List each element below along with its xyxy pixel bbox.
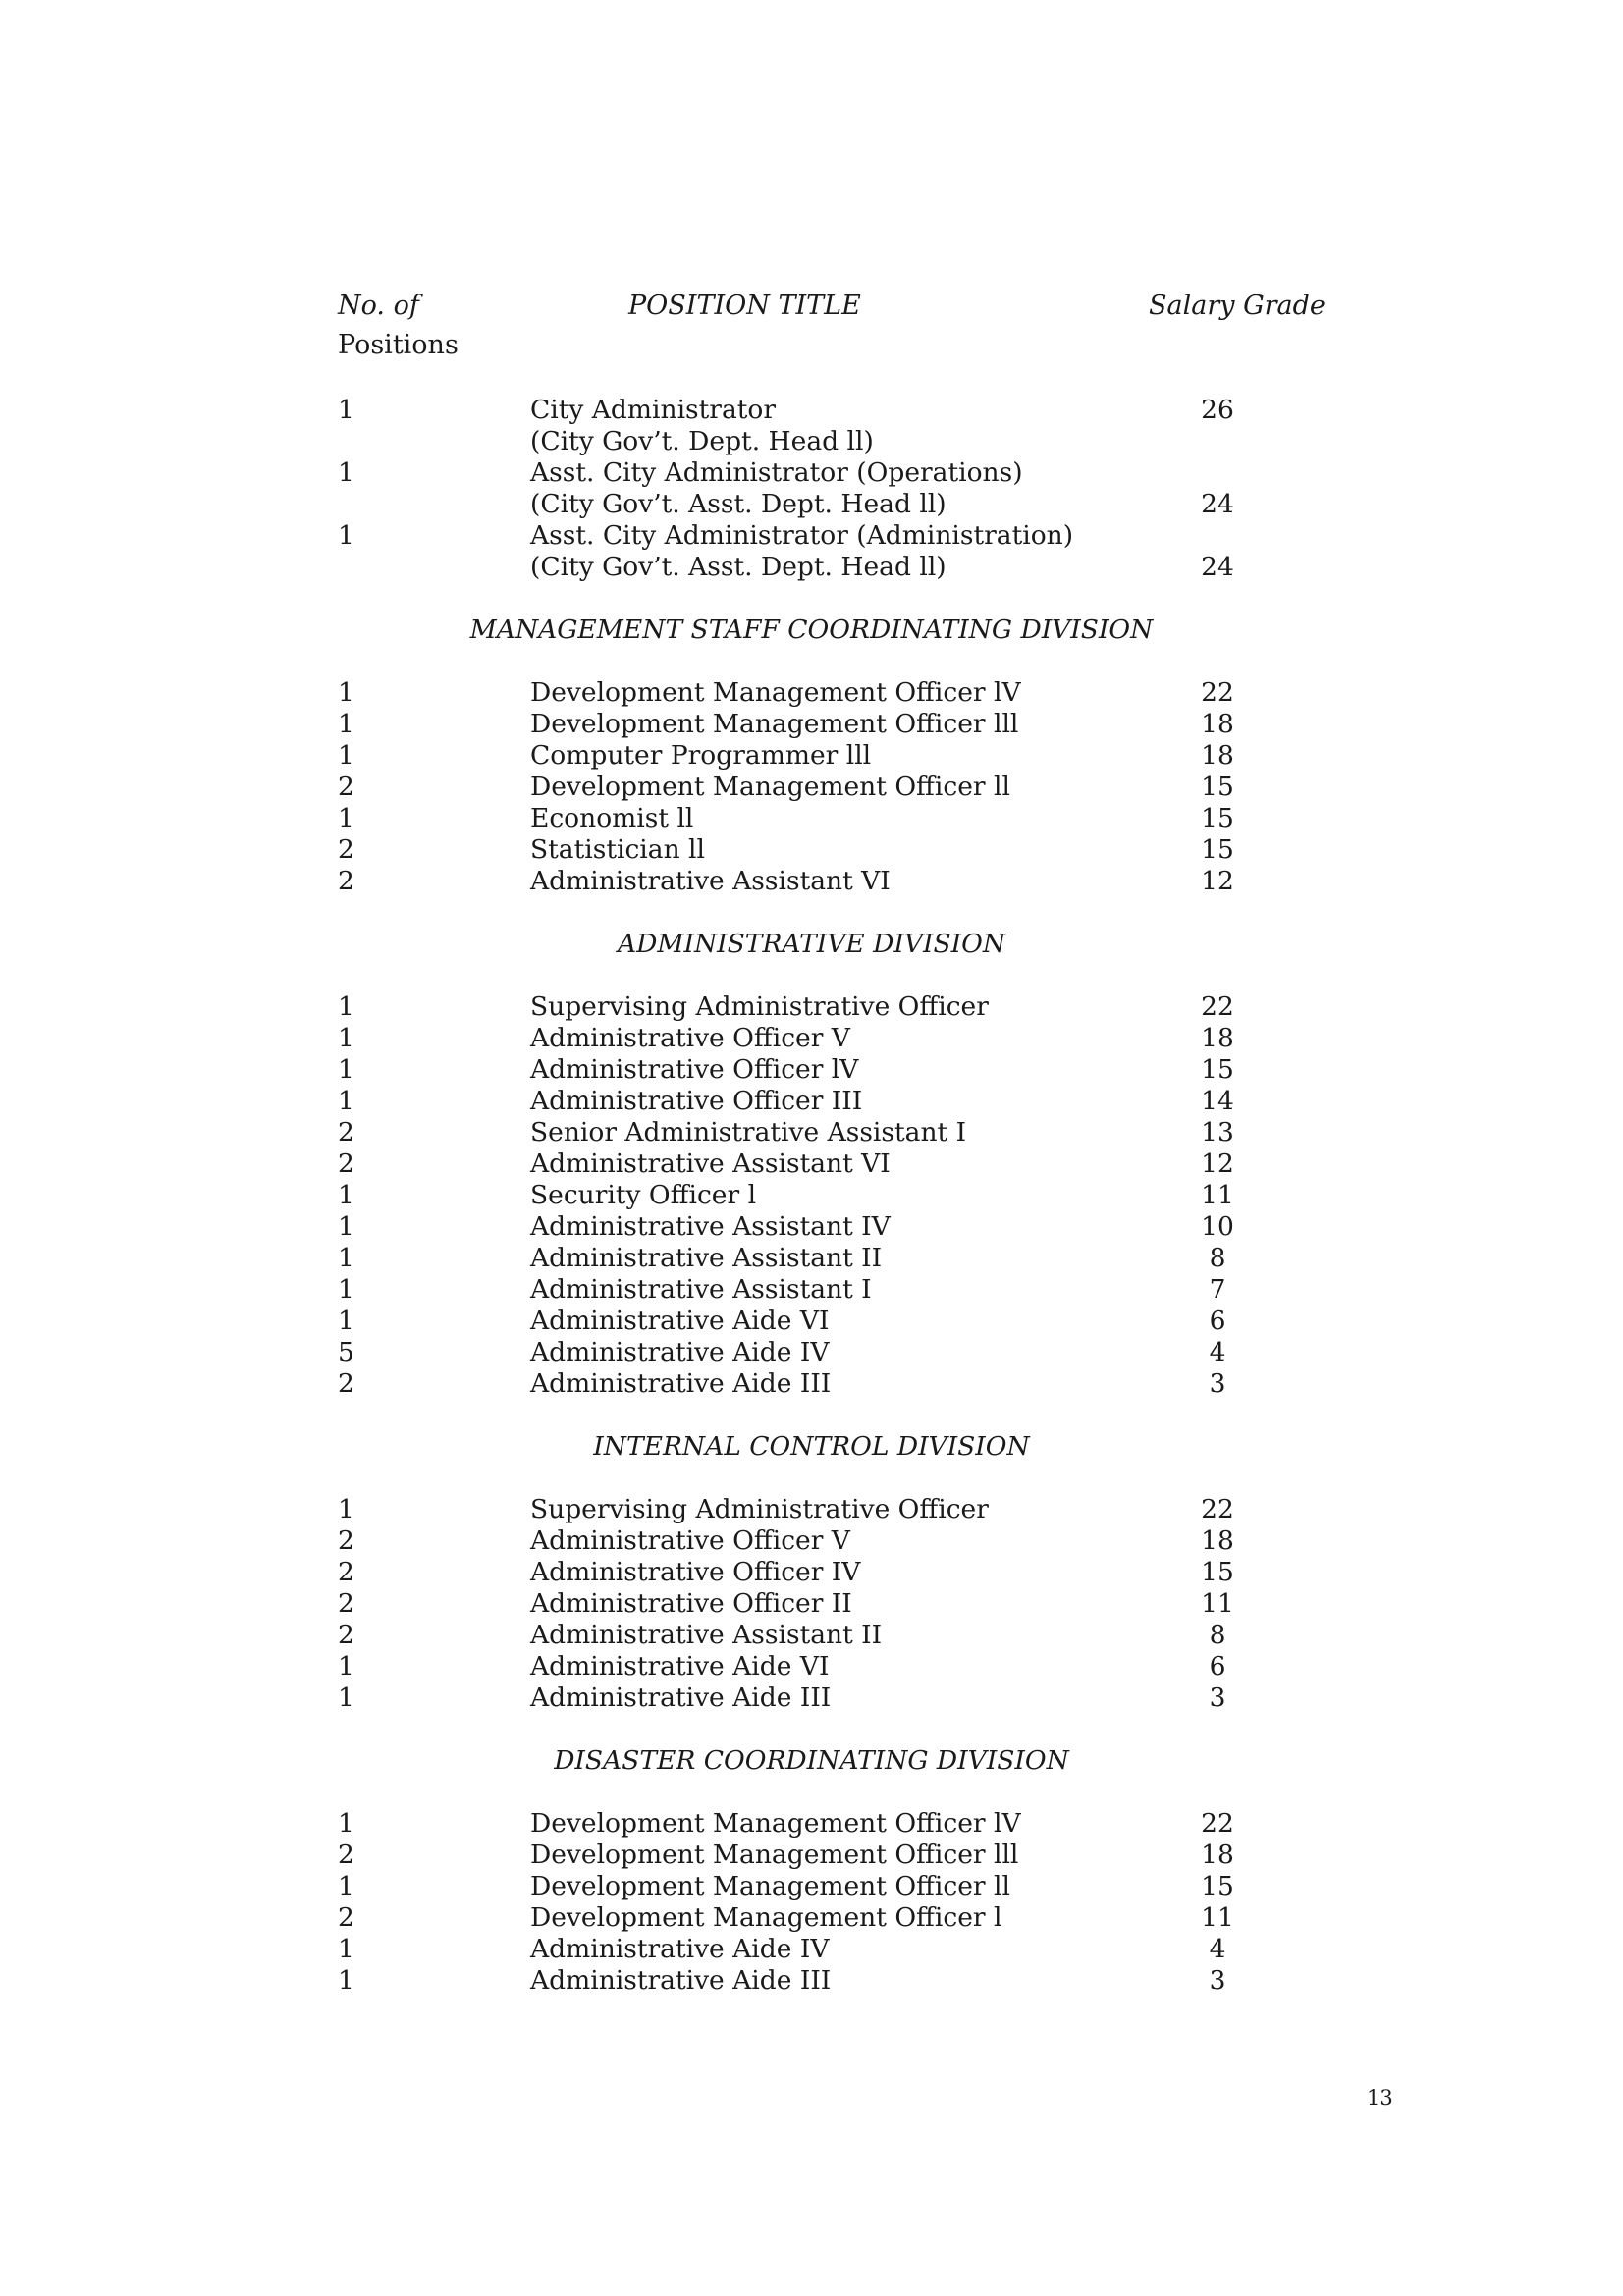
section-heading: ADMINISTRATIVE DIVISION <box>617 929 1005 959</box>
position-title: Senior Administrative Assistant I <box>530 1117 967 1148</box>
position-count: 2 <box>338 1117 354 1148</box>
position-title: Administrative Assistant VI <box>530 866 891 896</box>
table-row <box>0 1243 1623 1274</box>
salary-grade: 18 <box>1201 740 1234 771</box>
position-count: 2 <box>338 1588 354 1619</box>
position-count: 1 <box>338 1871 354 1901</box>
salary-grade: 22 <box>1201 991 1234 1022</box>
salary-grade: 22 <box>1201 1494 1234 1524</box>
table-row <box>0 426 1623 457</box>
position-title: Administrative Aide VI <box>530 1306 830 1336</box>
position-title: Statistician ll <box>530 834 706 865</box>
position-count: 2 <box>338 1525 354 1556</box>
position-count: 1 <box>338 457 354 488</box>
position-count: 1 <box>338 1494 354 1524</box>
table-row <box>0 1023 1623 1054</box>
position-title: Asst. City Administrator (Administration) <box>530 520 1074 551</box>
position-title: Administrative Assistant IV <box>530 1211 891 1242</box>
table-row <box>0 803 1623 834</box>
position-title: Asst. City Administrator (Operations) <box>530 457 1023 488</box>
position-count: 2 <box>338 834 354 865</box>
table-row <box>0 1337 1623 1368</box>
position-title: Computer Programmer lll <box>530 740 872 771</box>
salary-grade: 4 <box>1209 1934 1226 1964</box>
table-row <box>0 1211 1623 1243</box>
position-count: 1 <box>338 1243 354 1273</box>
position-title: Administrative Officer III <box>530 1086 863 1116</box>
table-row <box>0 1054 1623 1086</box>
position-count: 1 <box>338 1682 354 1713</box>
section-heading: MANAGEMENT STAFF COORDINATING DIVISION <box>469 614 1154 645</box>
table-row <box>0 991 1623 1023</box>
position-count: 2 <box>338 1368 354 1399</box>
table-row <box>0 1682 1623 1714</box>
salary-grade: 13 <box>1201 1117 1234 1148</box>
table-row <box>0 1117 1623 1148</box>
position-count: 1 <box>338 395 354 425</box>
position-count: 1 <box>338 1934 354 1964</box>
table-row <box>0 1808 1623 1840</box>
salary-grade: 6 <box>1209 1651 1226 1682</box>
position-title: Administrative Aide IV <box>530 1337 830 1367</box>
salary-grade: 12 <box>1201 866 1234 896</box>
table-row <box>0 1588 1623 1620</box>
salary-grade: 26 <box>1201 395 1234 425</box>
table-row <box>0 772 1623 803</box>
position-count: 2 <box>338 1620 354 1650</box>
table-row <box>0 520 1623 552</box>
table-row <box>0 709 1623 740</box>
position-count: 2 <box>338 866 354 896</box>
position-count: 2 <box>338 772 354 802</box>
salary-grade: 15 <box>1201 772 1234 802</box>
position-count: 1 <box>338 1808 354 1839</box>
position-title: Administrative Officer lV <box>530 1054 859 1085</box>
salary-grade: 15 <box>1201 1054 1234 1085</box>
salary-grade: 10 <box>1201 1211 1234 1242</box>
position-count: 1 <box>338 1211 354 1242</box>
salary-grade: 8 <box>1209 1620 1226 1650</box>
position-count: 1 <box>338 1086 354 1116</box>
position-count: 1 <box>338 677 354 708</box>
position-count: 1 <box>338 740 354 771</box>
section-heading: INTERNAL CONTROL DIVISION <box>593 1431 1030 1462</box>
position-title: Administrative Aide III <box>530 1965 832 1996</box>
position-title: Administrative Officer IV <box>530 1557 861 1587</box>
page-number: 13 <box>1367 2086 1393 2109</box>
position-count: 1 <box>338 991 354 1022</box>
salary-grade: 18 <box>1201 1840 1234 1870</box>
position-title: Administrative Assistant II <box>530 1620 883 1650</box>
salary-grade: 18 <box>1201 1023 1234 1053</box>
position-title: Administrative Aide VI <box>530 1651 830 1682</box>
table-row <box>0 1148 1623 1180</box>
position-count: 2 <box>338 1840 354 1870</box>
position-count: 1 <box>338 1054 354 1085</box>
salary-grade: 22 <box>1201 677 1234 708</box>
table-row <box>0 1934 1623 1965</box>
table-row <box>0 1086 1623 1117</box>
salary-grade: 15 <box>1201 1557 1234 1587</box>
table-row <box>0 1525 1623 1557</box>
table-row <box>0 740 1623 772</box>
position-title: (City Gov’t. Dept. Head ll) <box>530 426 874 456</box>
salary-grade: 15 <box>1201 834 1234 865</box>
salary-grade: 4 <box>1209 1337 1226 1367</box>
position-title: Administrative Officer V <box>530 1023 850 1053</box>
table-row <box>0 1306 1623 1337</box>
salary-grade: 24 <box>1201 489 1234 519</box>
position-count: 2 <box>338 1557 354 1587</box>
table-row <box>0 1557 1623 1588</box>
position-count: 5 <box>338 1337 354 1367</box>
header-no-of: No. of <box>338 291 419 321</box>
position-title: Administrative Officer II <box>530 1588 852 1619</box>
salary-grade: 8 <box>1209 1243 1226 1273</box>
salary-grade: 6 <box>1209 1306 1226 1336</box>
position-title: Development Management Officer lV <box>530 677 1021 708</box>
position-title: Development Management Officer lll <box>530 709 1019 739</box>
header-salary-grade: Salary Grade <box>1149 291 1325 321</box>
position-count: 1 <box>338 1306 354 1336</box>
header-position-title: POSITION TITLE <box>628 291 861 321</box>
table-row <box>0 1620 1623 1651</box>
salary-grade: 3 <box>1209 1682 1226 1713</box>
table-row <box>0 1840 1623 1871</box>
position-title: City Administrator <box>530 395 777 425</box>
table-row <box>0 1965 1623 1997</box>
salary-grade: 18 <box>1201 1525 1234 1556</box>
table-row <box>0 552 1623 583</box>
position-title: Security Officer l <box>530 1180 757 1210</box>
position-count: 1 <box>338 1023 354 1053</box>
position-count: 1 <box>338 709 354 739</box>
position-count: 1 <box>338 1651 354 1682</box>
position-title: Economist ll <box>530 803 694 833</box>
table-row <box>0 1494 1623 1525</box>
salary-grade: 11 <box>1201 1588 1234 1619</box>
position-count: 1 <box>338 520 354 551</box>
position-count: 2 <box>338 1902 354 1933</box>
salary-grade: 15 <box>1201 803 1234 833</box>
table-row <box>0 866 1623 897</box>
section-heading: DISASTER COORDINATING DIVISION <box>554 1745 1069 1776</box>
table-row <box>0 457 1623 489</box>
salary-grade: 14 <box>1201 1086 1234 1116</box>
position-title: Development Management Officer ll <box>530 1871 1010 1901</box>
table-row <box>0 395 1623 426</box>
salary-grade: 12 <box>1201 1148 1234 1179</box>
position-count: 1 <box>338 1180 354 1210</box>
table-row <box>0 834 1623 866</box>
salary-grade: 22 <box>1201 1808 1234 1839</box>
position-title: Administrative Aide III <box>530 1682 832 1713</box>
position-count: 1 <box>338 803 354 833</box>
position-title: Administrative Assistant VI <box>530 1148 891 1179</box>
position-title: Administrative Assistant I <box>530 1274 872 1305</box>
salary-grade: 24 <box>1201 552 1234 582</box>
salary-grade: 11 <box>1201 1902 1234 1933</box>
salary-grade: 7 <box>1209 1274 1226 1305</box>
salary-grade: 3 <box>1209 1368 1226 1399</box>
position-title: Administrative Assistant II <box>530 1243 883 1273</box>
position-count: 1 <box>338 1274 354 1305</box>
header-positions: Positions <box>338 330 459 360</box>
salary-grade: 3 <box>1209 1965 1226 1996</box>
table-row <box>0 677 1623 709</box>
position-title: Development Management Officer lV <box>530 1808 1021 1839</box>
table-row <box>0 1274 1623 1306</box>
position-title: Development Management Officer ll <box>530 772 1010 802</box>
table-row <box>0 1651 1623 1682</box>
table-row <box>0 489 1623 520</box>
table-row <box>0 1902 1623 1934</box>
position-title: (City Gov’t. Asst. Dept. Head ll) <box>530 489 947 519</box>
salary-grade: 15 <box>1201 1871 1234 1901</box>
table-row <box>0 1180 1623 1211</box>
position-title: Supervising Administrative Officer <box>530 991 989 1022</box>
position-count: 2 <box>338 1148 354 1179</box>
table-row <box>0 1871 1623 1902</box>
position-title: Supervising Administrative Officer <box>530 1494 989 1524</box>
position-title: (City Gov’t. Asst. Dept. Head ll) <box>530 552 947 582</box>
position-title: Administrative Aide IV <box>530 1934 830 1964</box>
table-row <box>0 1368 1623 1400</box>
salary-grade: 18 <box>1201 709 1234 739</box>
position-title: Administrative Officer V <box>530 1525 850 1556</box>
position-title: Development Management Officer lll <box>530 1840 1019 1870</box>
position-title: Administrative Aide III <box>530 1368 832 1399</box>
position-title: Development Management Officer l <box>530 1902 1002 1933</box>
position-count: 1 <box>338 1965 354 1996</box>
salary-grade: 11 <box>1201 1180 1234 1210</box>
